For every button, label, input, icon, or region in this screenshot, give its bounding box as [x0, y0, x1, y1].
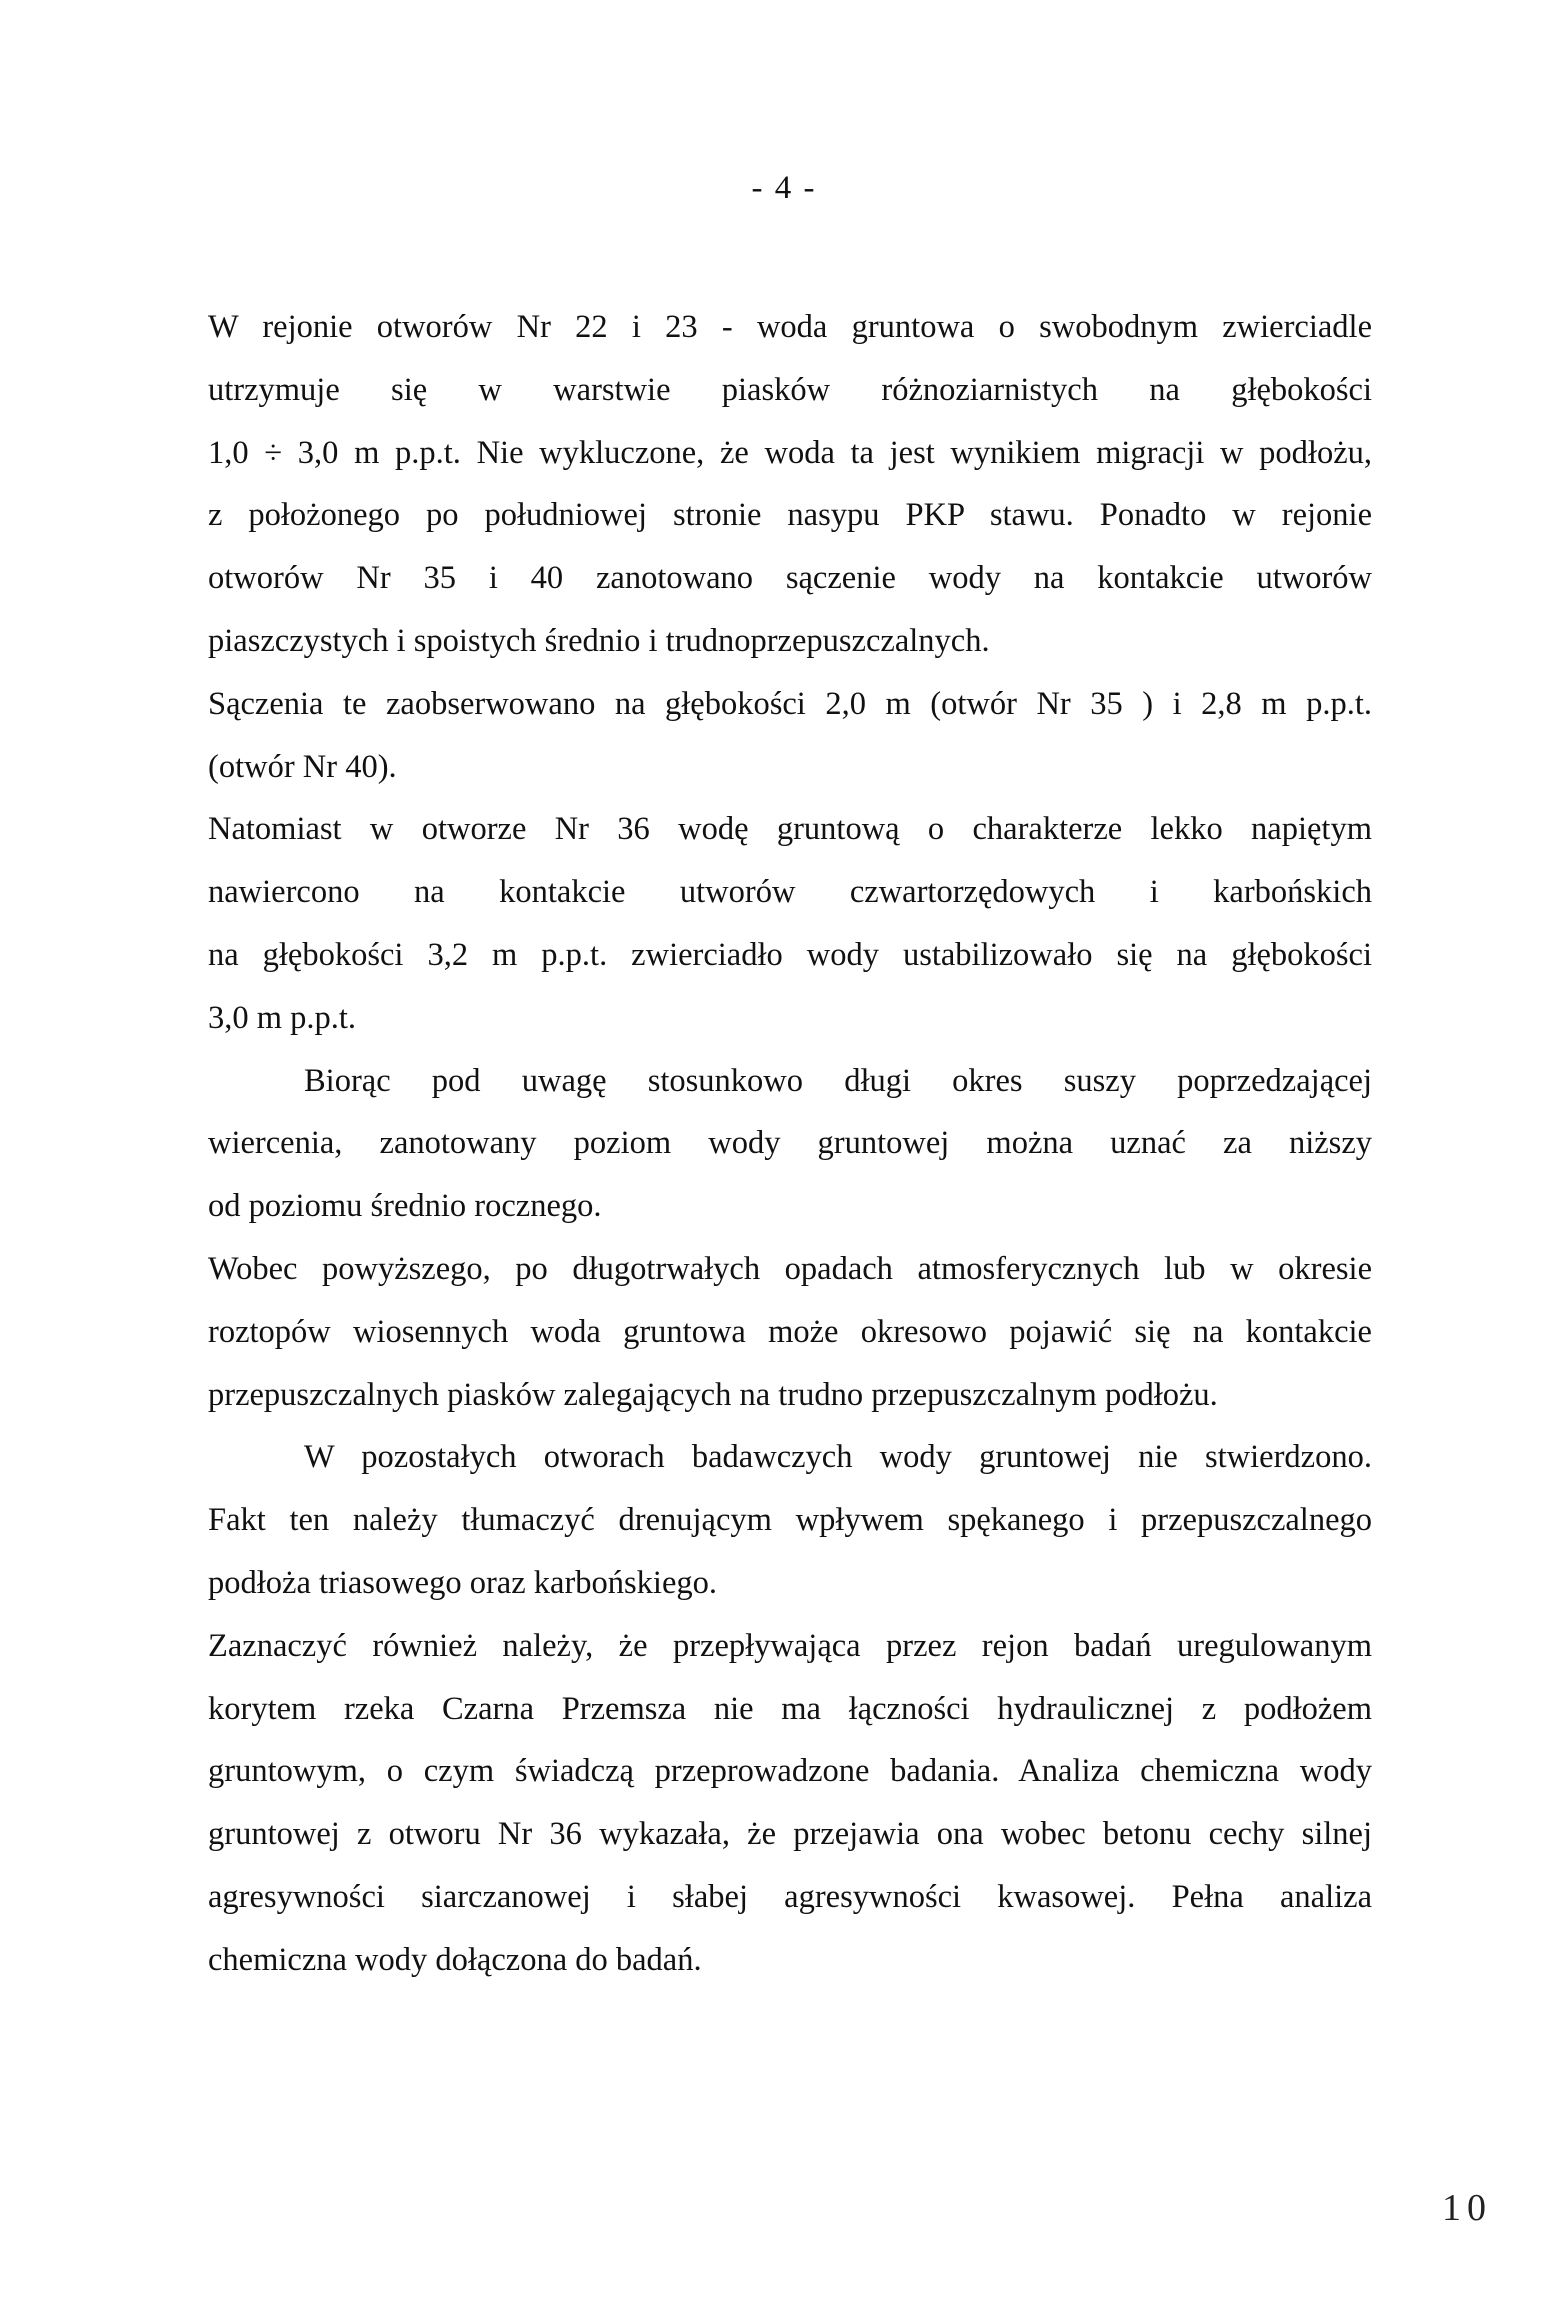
text-line: od poziomu średnio rocznego.: [208, 1188, 602, 1225]
page-number: - 4 -: [751, 170, 817, 206]
text-line: gruntowym, o czym świadczą przeprowadzone badania. Analiza chemiczna wody: [208, 1753, 1372, 1790]
folio-number: 10: [1442, 2187, 1492, 2229]
text-line: Fakt ten należy tłumaczyć drenującym wpływem spękanego i przepuszczalnego: [208, 1502, 1372, 1539]
text-line: Sączenia te zaobserwowano na głębokości 2,0 m (otwór Nr 35 ) i 2,8 m p.p.t.: [208, 685, 1372, 722]
text-line: z położonego po południowej stronie nasypu PKP stawu. Ponadto w rejonie: [208, 497, 1372, 534]
text-line: roztopów wiosennych woda gruntowa może okresowo pojawić się na kontakcie: [208, 1313, 1372, 1350]
document-body: [208, 296, 1372, 1992]
text-line: na głębokości 3,2 m p.p.t. zwierciadło wody ustabilizowało się na głębokości: [208, 936, 1372, 973]
text-line: Wobec powyższego, po długotrwałych opadach atmosferycznych lub w okresie: [208, 1250, 1372, 1287]
text-line: 1,0 ÷ 3,0 m p.p.t. Nie wykluczone, że woda ta jest wynikiem migracji w podłożu,: [208, 434, 1372, 471]
text-line: chemiczna wody dołączona do badań.: [208, 1941, 702, 1978]
text-line: gruntowej z otworu Nr 36 wykazała, że przejawia ona wobec betonu cechy silnej: [208, 1816, 1372, 1853]
text-line: agresywności siarczanowej i słabej agresywności kwasowej. Pełna analiza: [208, 1878, 1372, 1915]
text-line: Biorąc pod uwagę stosunkowo długi okres suszy poprzedzającej: [304, 1062, 1372, 1099]
text-line: korytem rzeka Czarna Przemsza nie ma łączności hydraulicznej z podłożem: [208, 1690, 1372, 1727]
text-line: otworów Nr 35 i 40 zanotowano sączenie wody na kontakcie utworów: [208, 560, 1372, 597]
text-line: piaszczystych i spoistych średnio i trudnoprzepuszczalnych.: [208, 622, 990, 659]
text-line: przepuszczalnych piasków zalegających na trudno przepuszczalnym podłożu.: [208, 1376, 1218, 1413]
text-line: W pozostałych otworach badawczych wody gruntowej nie stwierdzono.: [304, 1439, 1372, 1476]
text-line: utrzymuje się w warstwie piasków różnoziarnistych na głębokości: [208, 371, 1372, 408]
text-line: nawiercono na kontakcie utworów czwartorzędowych i karbońskich: [208, 874, 1372, 911]
text-line: (otwór Nr 40).: [208, 748, 397, 785]
text-line: Natomiast w otworze Nr 36 wodę gruntową o charakterze lekko napiętym: [208, 811, 1372, 848]
text-line: W rejonie otworów Nr 22 i 23 - woda gruntowa o swobodnym zwierciadle: [208, 309, 1372, 345]
text-line: Zaznaczyć również należy, że przepływająca przez rejon badań uregulowanym: [208, 1627, 1372, 1664]
text-line: 3,0 m p.p.t.: [208, 999, 357, 1036]
text-line: podłoża triasowego oraz karbońskiego.: [208, 1564, 718, 1601]
text-line: wiercenia, zanotowany poziom wody gruntowej można uznać za niższy: [208, 1125, 1372, 1162]
